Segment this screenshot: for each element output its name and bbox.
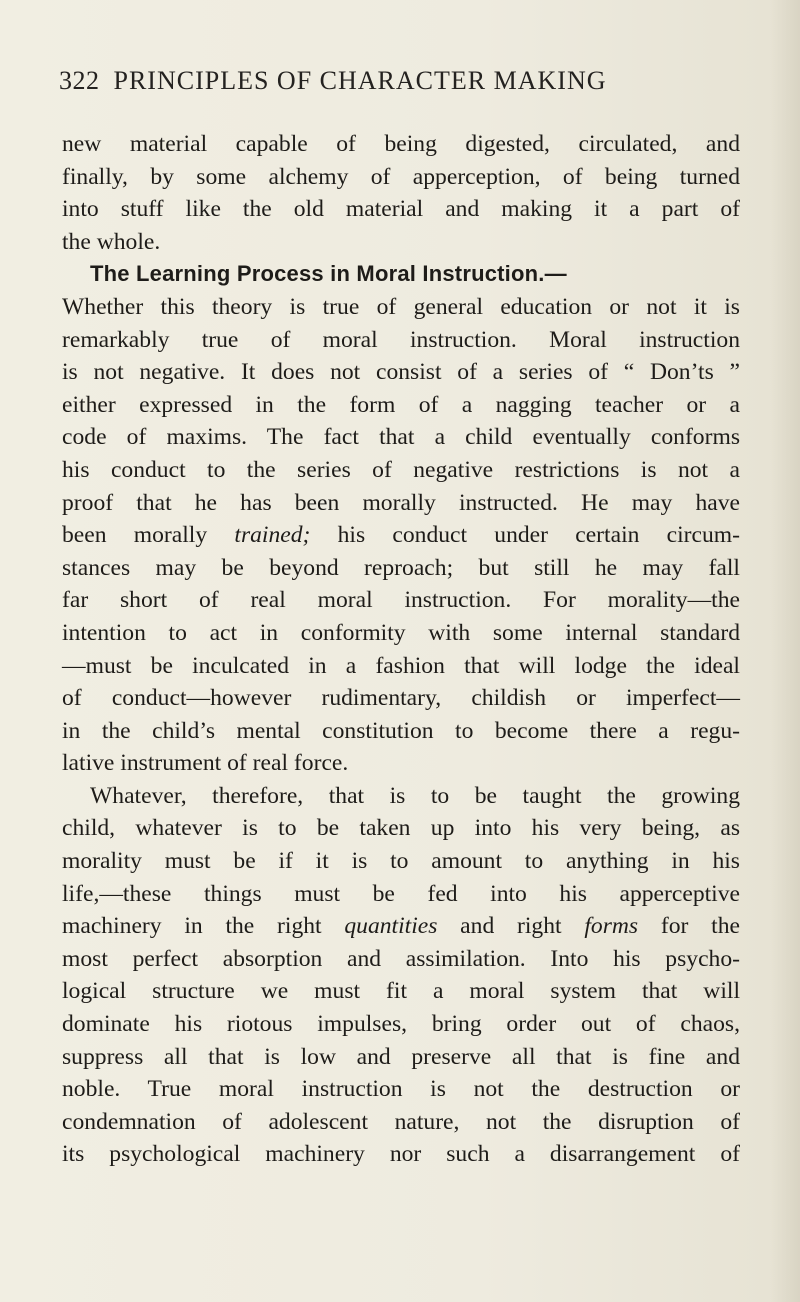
body-text	[62, 128, 740, 1171]
text-line: most perfect absorption and assimilation. Into his psycho-	[62, 945, 740, 972]
italic-term-trained: trained;	[234, 522, 311, 549]
text-line: Whether this theory is true of general education or not it is	[62, 293, 740, 320]
text-line: noble. True moral instruction is not the destruction or	[62, 1076, 740, 1103]
text-line: the whole.	[62, 228, 161, 255]
text-line: morality must be if it is to amount to anything in his	[62, 848, 740, 875]
text-line: finally, by some alchemy of apperception, of being turned	[62, 163, 740, 190]
section-heading: The Learning Process in Moral Instruction.—	[90, 261, 567, 287]
text-line: of conduct—however rudimentary, childish or imperfect—	[62, 685, 740, 712]
text-line: child, whatever is to be taken up into his very being, as	[62, 815, 740, 842]
text-line: condemnation of adolescent nature, not the disruption of	[62, 1108, 740, 1135]
italic-term-forms: forms	[584, 913, 639, 940]
text-line	[62, 910, 740, 943]
text-line: stances may be beyond reproach; but still he may fall	[62, 554, 740, 581]
text-run: and right	[437, 913, 562, 940]
text-line: far short of real moral instruction. For morality—the	[62, 587, 740, 614]
running-head	[59, 66, 739, 96]
text-line: either expressed in the form of a nagging teacher or a	[62, 391, 740, 418]
text-line: new material capable of being digested, circulated, and	[62, 131, 740, 157]
page-edge-shadow	[770, 0, 800, 1302]
text-line: Whatever, therefore, that is to be taught the growing	[90, 782, 740, 809]
text-line: intention to act in conformity with some internal standard	[62, 619, 740, 646]
text-run: for the	[638, 913, 740, 940]
text-run: his conduct under certain circum-	[310, 522, 740, 549]
running-head-title: PRINCIPLES OF CHARACTER MAKING	[113, 66, 607, 95]
text-line: logical structure we must fit a moral system that will	[62, 978, 740, 1005]
text-line: suppress all that is low and preserve all that is fine and	[62, 1043, 740, 1070]
text-line: —must be inculcated in a fashion that will lodge the ideal	[62, 652, 740, 679]
text-line: into stuff like the old material and making it a part of	[62, 196, 740, 223]
text-line: life,—these things must be fed into his apperceptive	[62, 880, 740, 907]
text-line: its psychological machinery nor such a disarrangement of	[62, 1141, 740, 1168]
text-line: dominate his riotous impulses, bring order out of chaos,	[62, 1011, 740, 1038]
text-line: remarkably true of moral instruction. Moral instruction	[62, 326, 740, 353]
text-line: in the child’s mental constitution to become there a regu-	[62, 717, 740, 744]
text-line: is not negative. It does not consist of a series of “ Don’ts ”	[62, 359, 740, 386]
text-line: his conduct to the series of negative restrictions is not a	[62, 456, 740, 483]
text-run: machinery in the right	[62, 913, 322, 940]
page-number: 322	[59, 66, 100, 95]
text-line	[62, 519, 740, 552]
text-line: proof that he has been morally instructed. He may have	[62, 489, 740, 516]
text-line: lative instrument of real force.	[62, 750, 349, 777]
italic-term-quantities: quantities	[344, 913, 438, 940]
text-line: code of maxims. The fact that a child eventually conforms	[62, 424, 740, 451]
text-run: been morally	[62, 522, 208, 549]
